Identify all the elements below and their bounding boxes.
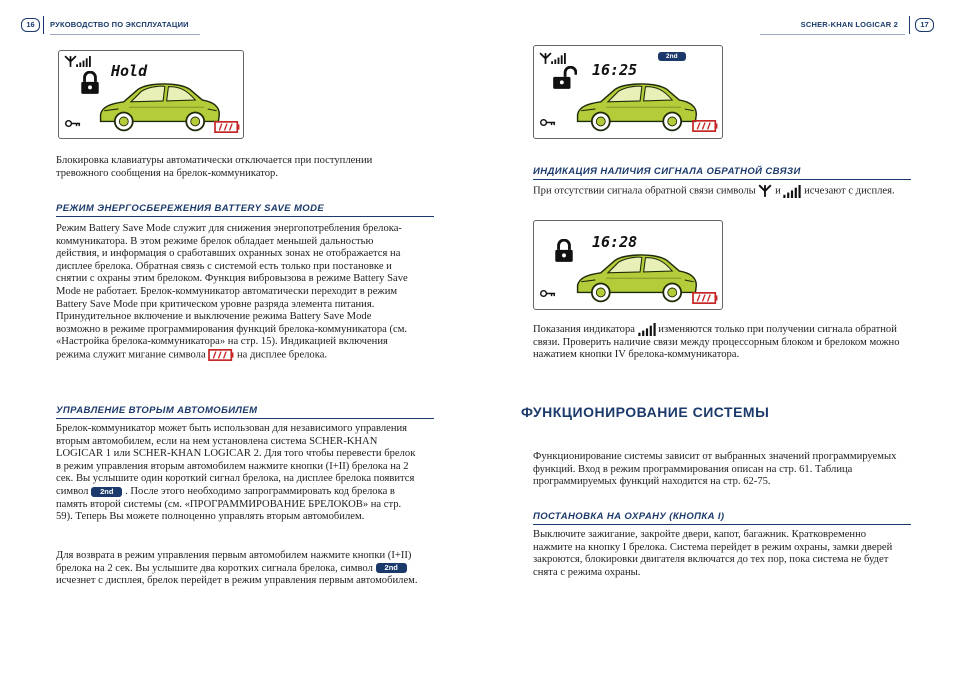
key-icon [540, 118, 556, 127]
feedback-paragraph-2 [533, 323, 908, 362]
arming-heading: ПОСТАНОВКА НА ОХРАНУ (КНОПКА I) [533, 511, 911, 525]
right-page-number: 17 [915, 18, 934, 32]
battery-icon [692, 292, 718, 304]
battery-save-heading: РЕЖИМ ЭНЕРГОСБЕРЕЖЕНИЯ BATTERY SAVE MODE [56, 203, 434, 217]
battery-save-text: Режим Battery Save Mode служит для снижения энергопотребления брелока-коммуникатора. В этом режиме брелок обладает меньшей дальностью действия, и информация о сработавших охранных зонах не отображается на дисплее брелока. Обратная связь с системой есть только при постановке и снятии с охраны этим брелоком. Функция вибровызова в режиме Battery Save Mode не работает. Брелок-коммуникатор автоматически переходит в режим Battery Save Mode при критическом уровне разряда элемента питания. Принудительное включение и выключение режима Battery Save Mode возможно в режиме программирования функций брелока-коммуникатора (см. «Настройка брелока-коммуникатора» на стр. 15). Индикацией включения режима служит мигание символа [56, 223, 408, 361]
battery-icon [214, 121, 240, 133]
feedback-text-d: изменяются только при получении сигнала обратной связи. Проверить наличие связи между процессорным блоком и брелоком можно нажатием кнопки IV брелока-коммуникатора. [533, 323, 900, 361]
header-divider-right [909, 16, 910, 34]
feedback-text-a: При отсутствии сигнала обратной связи символы [533, 185, 756, 197]
second-car-text-d: исчезнет с дисплея, брелок перейдет в режим управления первым автомобилем. [56, 575, 418, 587]
badge-2nd-icon: 2nd [376, 563, 407, 573]
feedback-text-and: и [775, 185, 781, 197]
second-car-paragraph-2 [56, 550, 434, 588]
right-header-rule [760, 34, 905, 35]
battery-icon [208, 349, 234, 361]
keyboard-lock-paragraph: Блокировка клавиатуры автоматически отключается при поступлении тревожного сообщения на брелок-коммуникатор. [56, 155, 373, 179]
lock-closed-icon [553, 239, 575, 263]
second-car-heading: УПРАВЛЕНИЕ ВТОРЫМ АВТОМОБИЛЕМ [56, 405, 434, 419]
badge-2nd-icon: 2nd [658, 52, 686, 61]
feedback-text-c: Показания индикатора [533, 323, 635, 335]
lcd-time-text: 16:25 [592, 61, 638, 79]
key-icon [540, 289, 556, 298]
battery-save-text-end: на дисплее брелока. [236, 349, 328, 361]
car-icon [574, 247, 699, 304]
left-header-rule [50, 34, 200, 35]
signal-bars-icon [638, 323, 656, 336]
lcd-hold-text: Hold [111, 62, 148, 80]
antenna-icon [758, 184, 772, 198]
lcd-display-armed [533, 220, 723, 310]
arming-paragraph: Выключите зажигание, закройте двери, капот, багажник. Кратковременно нажмите на кнопку I брелока. Система перейдет в режим охраны, замки дверей закроются, блокировки двигателя включатся до тех пор, пока система не будет снята с режима охраны. [533, 529, 893, 578]
chapter-title: ФУНКЦИОНИРОВАНИЕ СИСТЕМЫ [521, 404, 770, 420]
second-car-text-b: . После этого необходимо запрограммировать код брелока в память второй системы (см. «ПРОГРАММИРОВАНИЕ БРЕЛОКОВ» на стр. 59). Теперь Вы можете полноценно управлять вторым автомобилем. [56, 485, 402, 523]
signal-bars-icon [76, 56, 91, 67]
chapter-intro-paragraph: Функционирование системы зависит от выбранных значений программируемых функций. Вход в режим программирования описан на стр. 61. Таблица программируемых функций находится на стр. 62-75. [533, 451, 897, 488]
feedback-paragraph-1 [533, 184, 905, 198]
car-icon [574, 76, 699, 133]
lcd-display-hold [58, 50, 244, 139]
badge-2nd-icon: 2nd [91, 487, 122, 497]
left-header-title: РУКОВОДСТВО ПО ЭКСПЛУАТАЦИИ [50, 20, 189, 29]
car-icon [97, 76, 222, 133]
second-car-text-a: Брелок-коммуникатор может быть использован для независимого управления вторым автомобилем, если на нем установлена система SCHER-KHAN LOGICAR 1 или SCHER-KHAN LOGICAR 2. Для того чтобы перевести брелок в режим управления вторым автомобилем нажмите кнопки (I+II) брелока на 2 сек. Вы услышите один короткий сигнал брелока, на дисплее брелока появится символ [56, 423, 416, 497]
signal-bars-icon [551, 53, 566, 64]
second-car-paragraph-1 [56, 423, 418, 524]
key-icon [65, 119, 81, 128]
feedback-text-b: исчезают с дисплея. [804, 185, 895, 197]
header-divider-left [43, 16, 44, 34]
battery-icon [692, 120, 718, 132]
left-page-number: 16 [21, 18, 40, 32]
battery-save-paragraph [56, 223, 418, 362]
signal-bars-icon [783, 185, 801, 198]
second-car-text-c: Для возврата в режим управления первым автомобилем нажмите кнопки (I+II) брелока на 2 сек. Вы услышите два коротких сигнала брелока, символ [56, 550, 412, 574]
right-header-title: SCHER-KHAN LOGICAR 2 [800, 20, 898, 29]
lcd-time-text: 16:28 [592, 233, 638, 251]
lcd-display-second-car [533, 45, 723, 139]
feedback-signal-heading: ИНДИКАЦИЯ НАЛИЧИЯ СИГНАЛА ОБРАТНОЙ СВЯЗИ [533, 166, 911, 180]
